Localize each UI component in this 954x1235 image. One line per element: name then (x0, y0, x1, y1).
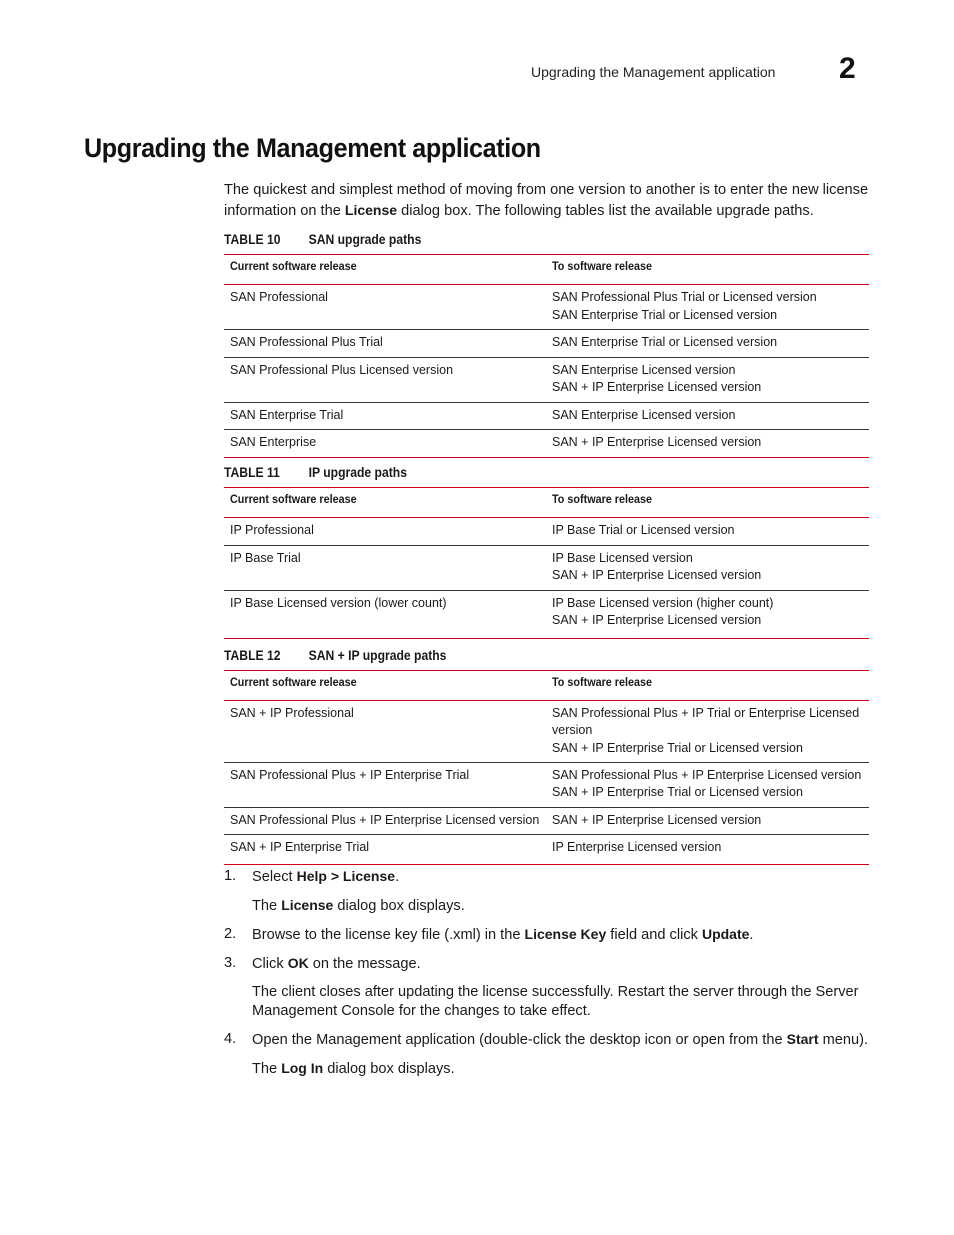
ui-term: Start (786, 1031, 819, 1047)
ip-upgrade-table (224, 487, 869, 639)
list-item: 3. Click OK on the message. The client closes after updating the license successfully. Restart the server through the Server Management Console for the changes to take effect. (224, 955, 859, 1019)
procedure-steps (224, 867, 874, 1088)
san-upgrade-table (224, 254, 869, 458)
section-title: Upgrading the Management application (84, 133, 541, 163)
table-row: IP Base Licensed version (lower count) IP Base Licensed version (higher count) SAN + IP Enterprise Licensed version (224, 590, 869, 638)
ui-term: Update (701, 926, 750, 942)
table-row: IP Professional IP Base Trial or Licensed version (224, 518, 869, 546)
table-caption: TABLE 11 IP upgrade paths (224, 465, 407, 480)
ui-term: License Key (524, 926, 607, 942)
column-header: Current software release (224, 488, 546, 518)
san-ip-upgrade-table (224, 670, 869, 865)
table-row: SAN Professional Plus + IP Enterprise Trial SAN Professional Plus + IP Enterprise Licensed version SAN + IP Enterprise Trial or Licensed version (224, 762, 869, 807)
table-row: SAN Enterprise SAN + IP Enterprise Licensed version (224, 430, 869, 458)
menu-path: Help > License (296, 868, 396, 884)
chapter-number: 2 (839, 52, 856, 85)
table-row: SAN + IP Professional SAN Professional Plus + IP Trial or Enterprise Licensed version SAN + IP Enterprise Trial or Licensed version (224, 701, 869, 763)
table-row: SAN Professional Plus Licensed version SAN Enterprise Licensed version SAN + IP Enterprise Licensed version (224, 357, 869, 402)
table-row: SAN Professional Plus + IP Enterprise Licensed version SAN + IP Enterprise Licensed version (224, 807, 869, 835)
list-item: 2. Browse to the license key file (.xml) in the License Key field and click Update. (224, 926, 754, 943)
table-row: IP Base Trial IP Base Licensed version SAN + IP Enterprise Licensed version (224, 545, 869, 590)
intro-paragraph: The quickest and simplest method of moving from one version to another is to enter the new license information on the License dialog box. The following tables list the available upgrade paths. (224, 182, 869, 219)
table-row: SAN Professional Plus Trial SAN Enterprise Trial or Licensed version (224, 330, 869, 358)
table-row: SAN + IP Enterprise Trial IP Enterprise Licensed version (224, 835, 869, 865)
table-row: SAN Professional SAN Professional Plus Trial or Licensed version SAN Enterprise Trial or Licensed version (224, 285, 869, 330)
table-caption: TABLE 12 SAN + IP upgrade paths (224, 648, 447, 663)
list-item: 4. Open the Management application (double-click the desktop icon or open from the Start menu). The Log In dialog box displays. (224, 1031, 869, 1077)
column-header: Current software release (224, 255, 546, 285)
ui-term: OK (287, 955, 309, 971)
ui-term: License (344, 201, 398, 218)
column-header: To software release (546, 671, 869, 701)
running-title: Upgrading the Management application (531, 64, 776, 80)
table-row: SAN Enterprise Trial SAN Enterprise Licensed version (224, 402, 869, 430)
column-header: Current software release (224, 671, 546, 701)
ui-term: Log In (281, 1060, 324, 1076)
column-header: To software release (546, 255, 869, 285)
table-caption: TABLE 10 SAN upgrade paths (224, 232, 422, 247)
ui-term: License (281, 897, 334, 913)
column-header: To software release (546, 488, 869, 518)
list-item: 1. Select Help > License. The License dialog box displays. (224, 868, 465, 914)
